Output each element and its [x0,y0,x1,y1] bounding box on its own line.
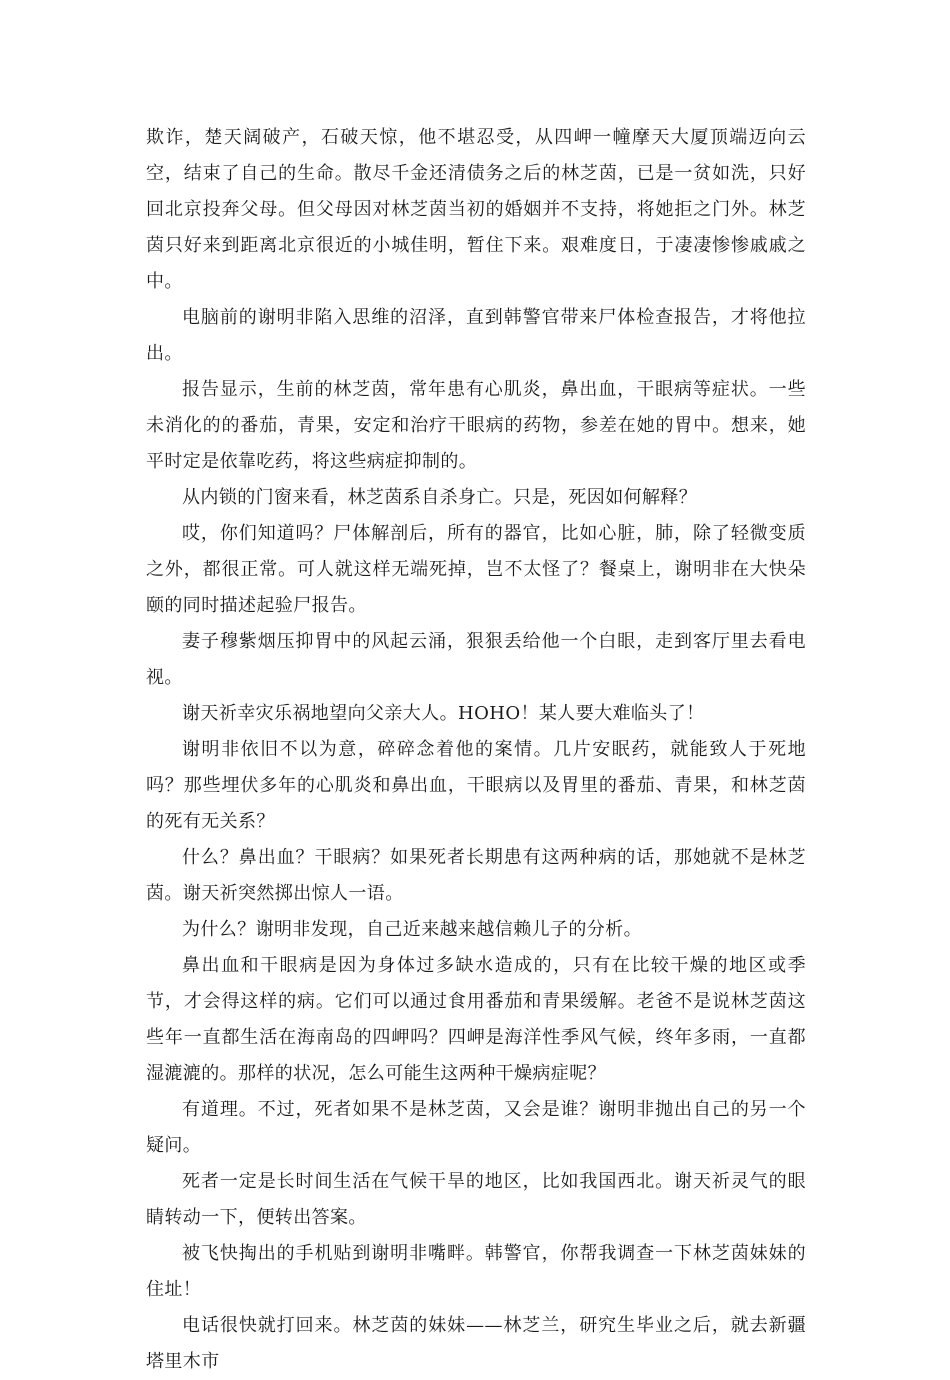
paragraph: 什么？鼻出血？干眼病？如果死者长期患有这两种病的话，那她就不是林芝茵。谢天祈突然掷出惊人一语。 [146,847,806,904]
paragraph: 报告显示，生前的林芝茵，常年患有心肌炎，鼻出血，干眼病等症状。一些未消化的的番茄，青果，安定和治疗干眼病的药物，参差在她的胃中。想来，她平时定是依靠吃药，将这些病症抑制的。 [146,379,806,472]
paragraph: 谢明非依旧不以为意，碎碎念着他的案情。几片安眠药，就能致人于死地吗？那些埋伏多年的心肌炎和鼻出血，干眼病以及胃里的番茄、青果，和林芝茵的死有无关系？ [146,739,806,832]
paragraph: 欺诈，楚天阔破产，石破天惊，他不堪忍受，从四岬一幢摩天大厦顶端迈向云空，结束了自己的生命。散尽千金还清债务之后的林芝茵，已是一贫如洗，只好回北京投奔父母。但父母因对林芝茵当初的婚姻并不支持，将她拒之门外。林芝茵只好来到距离北京很近的小城佳明，暂住下来。艰难度日，于凄凄惨惨戚戚之中。 [146,127,806,292]
paragraph: 哎，你们知道吗？尸体解剖后，所有的器官，比如心脏，肺，除了轻微变质之外，都很正常。可人就这样无端死掉，岂不太怪了？餐桌上，谢明非在大快朵颐的同时描述起验尸报告。 [146,523,806,616]
paragraph: 为什么？谢明非发现，自己近来越来越信赖儿子的分析。 [182,919,642,940]
paragraph: 鼻出血和干眼病是因为身体过多缺水造成的，只有在比较干燥的地区或季节，才会得这样的病。它们可以通过食用番茄和青果缓解。老爸不是说林芝茵这些年一直都生活在海南岛的四岬吗？四岬是海洋性季风气候，终年多雨，一直都湿漉漉的。那样的状况，怎么可能生这两种干燥病症呢？ [146,955,806,1084]
paragraph: 谢天祈幸灾乐祸地望向父亲大人。HOHO！某人要大难临头了！ [182,703,705,724]
paragraph: 死者一定是长时间生活在气候干旱的地区，比如我国西北。谢天祈灵气的眼睛转动一下，便转出答案。 [146,1171,806,1228]
paragraph: 从内锁的门窗来看，林芝茵系自杀身亡。只是，死因如何解释？ [182,487,698,508]
paragraph: 有道理。不过，死者如果不是林芝茵，又会是谁？谢明非抛出自己的另一个疑问。 [146,1099,806,1156]
document-body [146,120,806,1380]
paragraph: 电话很快就打回来。林芝茵的妹妹——林芝兰，研究生毕业之后，就去新疆塔里木市 [146,1315,806,1372]
paragraph: 被飞快掏出的手机贴到谢明非嘴畔。韩警官，你帮我调查一下林芝茵妹妹的住址！ [146,1243,806,1300]
paragraph: 妻子穆紫烟压抑胃中的风起云涌，狠狠丢给他一个白眼，走到客厅里去看电视。 [146,631,806,688]
paragraph: 电脑前的谢明非陷入思维的沼泽，直到韩警官带来尸体检查报告，才将他拉出。 [146,307,806,364]
